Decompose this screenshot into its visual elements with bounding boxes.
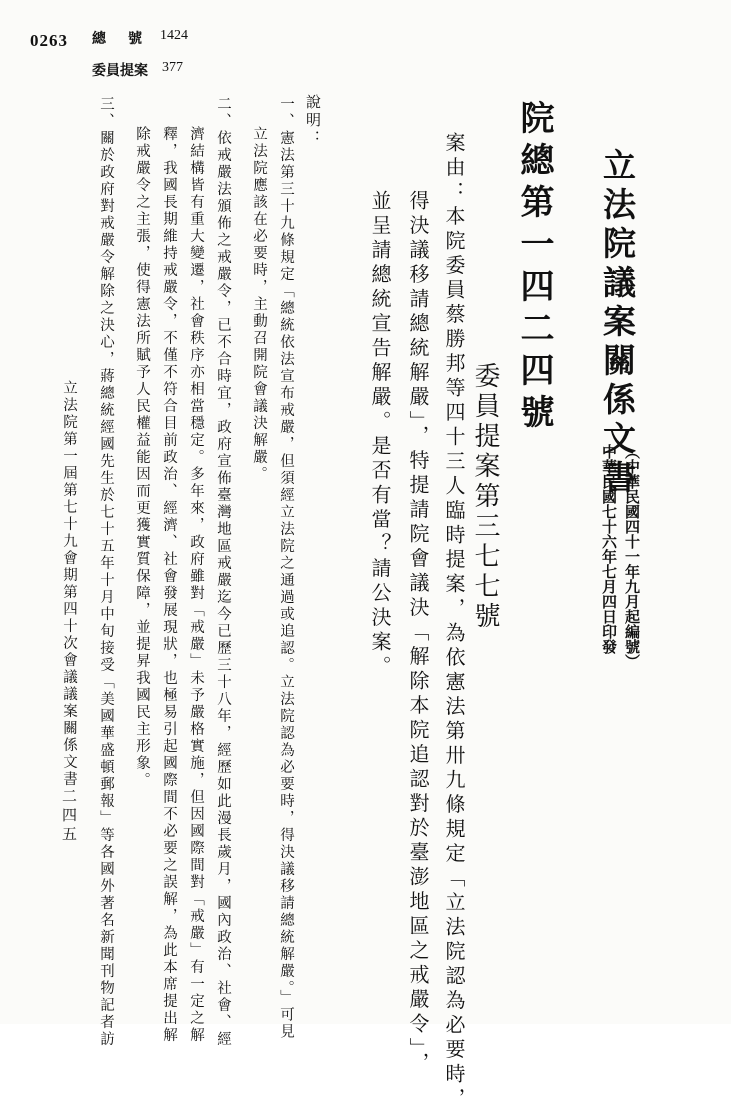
total-number-value: 1424 <box>160 28 188 43</box>
explanation-p1-line2: 立法院應該在必要時，主動召開院會議決解嚴。 <box>251 126 267 483</box>
archive-code: 0263 <box>30 31 68 50</box>
proposal-number-row <box>92 60 183 80</box>
session-footer: 立法院第一屆第七十九會期第四十次會議議案關係文書 <box>61 380 77 788</box>
publication-info-line1: ︵中華民國四十一年九月起編號︶ <box>623 444 641 669</box>
cause-line-2: 得決議移請總統解嚴」，特提請院會議決「解除本院追認對於臺澎地區之戒嚴令」， <box>406 190 430 1077</box>
explanation-p2-line1: 二、依戒嚴法頒佈之戒嚴令，已不合時宜，政府宣佈臺灣地區戒嚴迄今已歷三十八年，經歷如此漫長歲月，國內政治、社會、經 <box>215 96 231 1048</box>
proposal-number-label: 委員提案 <box>92 64 148 79</box>
proposal-number: 委員提案第三七七號 <box>470 362 500 632</box>
publication-info-line2: 中華民國七十六年七月四日印發 <box>600 444 618 654</box>
publication-info <box>599 444 643 694</box>
total-number-row <box>92 28 188 48</box>
explanation-p2-line4: 除戒嚴令之主張，使得憲法所賦予人民權益能因而更獲實質保障，並提昇我國民主形象。 <box>134 126 150 789</box>
explanation-p2-line2: 濟結構皆有重大變遷，社會秩序亦相當穩定。多年來，政府雖對「戒嚴」未予嚴格實施，但因國際間對「戒嚴」有一定之解 <box>188 126 204 1044</box>
bill-number: 院總第一四二四號 <box>514 100 554 436</box>
explanation-p2-line3: 釋，我國長期維持戒嚴令，不僅不符合目前政治、經濟、社會發展現狀，也極易引起國際間不必要之誤解，為此本席提出解 <box>161 126 177 1044</box>
explanation-p3-line1: 三、關於政府對戒嚴令解除之決心，蔣總統經國先生於七十五年十月中旬接受「美國華盛頓郵報」等各國外著名新聞刊物記者訪 <box>98 96 114 1048</box>
cause-line-1: 案由：本院委員蔡勝邦等四十三人臨時提案，為依憲法第卅九條規定「立法院認為必要時， <box>442 132 466 1112</box>
page-number: 二四五 <box>60 788 78 845</box>
total-number-label: 總 號 <box>92 32 146 47</box>
proposal-number-value: 377 <box>162 60 183 75</box>
explanation-p1-line1: 一、憲法第三十九條規定「總統依法宣布戒嚴，但須經立法院之通過或追認。立法院認為必要時，得決議移請總統解嚴。」可見 <box>278 96 294 1041</box>
cause-line-3: 並呈請總統宣告解嚴。是否有當？請公決案。 <box>368 190 392 680</box>
explanation-heading: 說明： <box>304 94 322 148</box>
document-title: 立法院議案關係文書 <box>598 148 637 499</box>
